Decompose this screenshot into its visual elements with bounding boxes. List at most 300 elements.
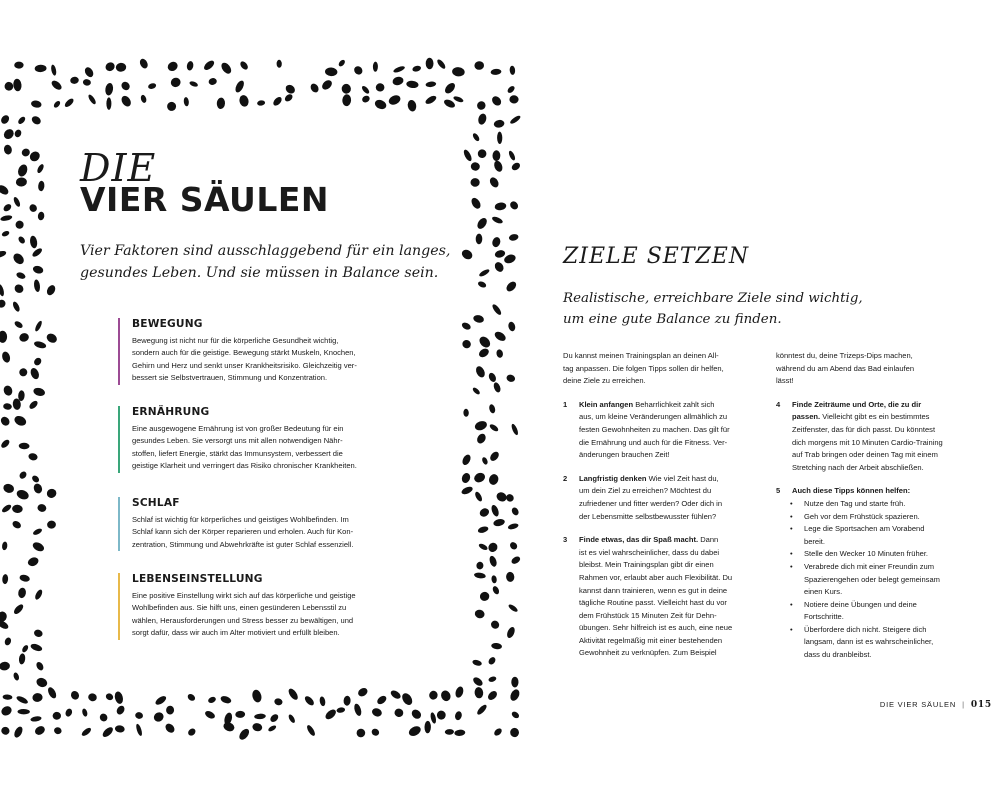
pattern-dot: [138, 57, 149, 69]
pattern-dot: [169, 76, 182, 89]
pattern-dot: [474, 491, 484, 503]
pattern-dot: [478, 507, 490, 519]
pattern-dot: [33, 628, 44, 638]
pattern-dot: [488, 555, 498, 568]
pattern-dot: [21, 644, 29, 653]
pattern-dot: [497, 132, 502, 144]
pattern-dot: [336, 707, 345, 714]
pattern-dot: [274, 698, 284, 706]
pattern-dot: [272, 95, 284, 107]
pattern-dot: [475, 432, 487, 445]
pattern-dot: [476, 100, 487, 111]
pattern-dot: [257, 100, 266, 106]
pattern-dot: [303, 695, 315, 707]
pattern-dot: [82, 79, 91, 86]
pattern-dot: [28, 203, 38, 214]
pattern-dot: [53, 726, 63, 735]
pattern-dot: [476, 561, 485, 570]
tip-5: 5 Auch diese Tipps können helfen: • Nutze den Tag und starte früh. • Geh vor dem Frühstück spazieren. • Lege die Sportsachen am Vorabend bereit. • Stelle den Wecker 10 Minuten früher. • Verabrede dich mit einer Freundin zum Spazierengehen oder belegt gemeinsam einen Kurs. • Notiere deine Übungen und deine Fortschritte. • Überfordere dich nicht. Steigere dich langsam, dann ist es wahrscheinlicher, dass du dranbleibst.: [776, 485, 986, 661]
intro-text: Vier Faktoren sind ausschlaggebend für ein langes, gesundes Leben. Und sie müssen in Balance sein.: [80, 243, 451, 281]
pattern-dot: [508, 233, 519, 242]
pattern-dot: [287, 713, 296, 723]
pillar-schlaf: [118, 497, 414, 551]
pattern-dot: [33, 724, 46, 736]
pillar-title: SCHLAF: [132, 497, 180, 509]
pattern-dot: [474, 609, 486, 620]
pattern-dot: [454, 710, 463, 720]
pattern-dot: [47, 520, 56, 528]
pattern-dot: [487, 656, 497, 666]
pattern-dot: [428, 690, 438, 701]
pattern-dot: [0, 250, 7, 259]
pattern-dot: [479, 591, 490, 602]
bullet-icon: •: [790, 561, 793, 571]
pattern-dot: [461, 321, 472, 331]
pattern-dot: [492, 381, 501, 393]
tip-bullet-item: • Stelle den Wecker 10 Minuten früher.: [776, 548, 986, 561]
pattern-dot: [508, 150, 517, 161]
pattern-dot: [164, 722, 177, 735]
pattern-dot: [493, 119, 505, 128]
pattern-dot: [509, 114, 521, 125]
pattern-dot: [239, 60, 250, 71]
pattern-dot: [443, 81, 457, 95]
pattern-dot: [454, 686, 465, 699]
pattern-dot: [488, 404, 496, 414]
pattern-dot: [64, 708, 73, 718]
pattern-dot: [53, 100, 62, 109]
pattern-dot: [493, 727, 503, 737]
pattern-dot: [436, 58, 447, 70]
pattern-dot: [166, 705, 175, 714]
tip-bullet-item: • Geh vor dem Frühstück spazieren.: [776, 511, 986, 524]
pattern-dot: [284, 83, 297, 95]
pattern-dot: [81, 708, 88, 717]
pattern-dot: [494, 202, 507, 211]
pattern-dot: [320, 78, 333, 91]
pattern-dot: [373, 98, 387, 111]
pattern-dot: [28, 149, 42, 163]
pattern-dot: [472, 314, 484, 324]
pattern-dot: [166, 101, 177, 112]
pattern-dot: [12, 603, 24, 616]
pattern-dot: [251, 722, 263, 732]
pattern-dot: [488, 676, 497, 683]
pattern-dot: [470, 178, 480, 187]
pillar-title: ERNÄHRUNG: [132, 406, 210, 418]
pattern-dot: [37, 211, 44, 220]
pattern-dot: [426, 58, 434, 70]
pattern-dot: [412, 65, 422, 73]
pattern-dot: [287, 687, 300, 701]
pattern-dot: [2, 127, 16, 141]
pattern-dot: [36, 163, 45, 174]
pattern-dot: [33, 340, 47, 349]
pattern-dot: [430, 712, 437, 724]
pattern-dot: [507, 522, 519, 530]
pattern-dot: [18, 653, 25, 665]
pattern-dot: [337, 59, 346, 68]
pattern-dot: [147, 82, 156, 90]
pattern-dot: [472, 132, 481, 142]
pattern-dot: [2, 384, 13, 397]
pattern-dot: [32, 265, 44, 275]
pattern-dot: [463, 409, 469, 417]
pattern-dot: [505, 493, 516, 504]
pattern-dot: [0, 284, 5, 297]
pillar-text: Eine ausgewogene Ernährung ist von großer Bedeutung für ein gesundes Leben. Sie versorgt uns mit allen notwendigen Nähr- stoffen, liefert Energie, stärkt das Immunsystem, verbessert die geistige Klarheit und verringert das Risiko chronischer Krankheiten.: [132, 424, 357, 471]
pattern-dot: [491, 215, 504, 224]
pattern-dot: [361, 94, 371, 103]
pattern-dot: [11, 520, 22, 530]
pattern-dot: [491, 303, 503, 316]
tip-bullet-item: • Notiere deine Übungen und deine Fortschritte.: [790, 599, 917, 622]
running-title: DIE VIER SÄULEN: [879, 700, 957, 709]
pattern-dot: [474, 687, 484, 699]
pattern-dot: [474, 61, 484, 70]
pattern-dot: [238, 94, 250, 107]
pattern-dot: [510, 506, 519, 516]
pattern-dot: [35, 64, 47, 72]
tip-1: 1 Klein anfangen Beharrlichkeit zahlt sich aus, um kleine Veränderungen allmählich zu festen Gewohnheiten zu machen. Das gilt für die Ernährung und auch für die Fitness. Ver- änderungen brauchen Zeit!: [563, 399, 730, 460]
pattern-dot: [30, 643, 43, 653]
pattern-dot: [477, 149, 487, 159]
pattern-dot: [353, 703, 363, 717]
pattern-dot: [27, 556, 40, 568]
pattern-dot: [509, 688, 522, 702]
pattern-dot: [31, 541, 45, 554]
pattern-dot: [357, 686, 370, 698]
pattern-dot: [461, 453, 472, 466]
pattern-dot: [460, 472, 471, 484]
pattern-dot: [410, 708, 423, 721]
pattern-dot: [493, 160, 504, 173]
pattern-dot: [343, 695, 351, 705]
pattern-dot: [453, 95, 465, 103]
pattern-dot: [70, 690, 81, 701]
pattern-dot: [478, 268, 490, 278]
pattern-dot: [166, 60, 179, 73]
pattern-dot: [50, 79, 63, 92]
page-number: 015: [970, 700, 992, 710]
pattern-dot: [222, 721, 236, 733]
pattern-dot: [478, 543, 489, 552]
pattern-dot: [490, 504, 500, 517]
pattern-dot: [16, 177, 28, 187]
pattern-dot: [28, 452, 39, 461]
pattern-dot: [14, 219, 25, 230]
pattern-dot: [424, 721, 431, 734]
pattern-dot: [470, 196, 483, 210]
pattern-dot: [510, 728, 519, 737]
pattern-dot: [13, 78, 22, 91]
pattern-dot: [87, 93, 97, 105]
bullet-icon: •: [790, 624, 793, 634]
pattern-dot: [135, 711, 144, 719]
pattern-dot: [3, 144, 13, 155]
pattern-dot: [3, 403, 12, 410]
pattern-dot: [510, 555, 521, 565]
pattern-dot: [30, 115, 42, 127]
pattern-dot: [189, 80, 199, 87]
pattern-dot: [15, 695, 29, 705]
pattern-dot: [17, 709, 29, 715]
pattern-dot: [488, 450, 500, 462]
pattern-dot: [454, 729, 466, 736]
pillar-ernaehrung: [118, 406, 414, 473]
pattern-dot: [269, 713, 280, 724]
pattern-dot: [487, 473, 499, 486]
pillar-title: BEWEGUNG: [132, 318, 203, 330]
pattern-dot: [31, 474, 41, 484]
pattern-dot: [493, 330, 507, 343]
pattern-dot: [477, 113, 488, 126]
pattern-dot: [13, 129, 22, 139]
pattern-dot: [13, 283, 25, 295]
pattern-dot: [462, 149, 473, 163]
pattern-dot: [2, 574, 8, 584]
column-intro: Du kannst meinen Trainingsplan an deinen All- tag anpassen. Die folgen Tipps sollen dir helfen, deine Ziele zu erreichen.: [563, 351, 724, 386]
pattern-dot: [470, 162, 480, 171]
pattern-dot: [12, 196, 21, 208]
text-column-2: [776, 350, 986, 673]
pattern-dot: [0, 298, 7, 309]
pattern-dot: [38, 181, 45, 192]
pillar-title: LEBENSEINSTELLUNG: [132, 573, 263, 585]
pattern-dot: [34, 320, 43, 332]
pattern-dot: [477, 280, 487, 288]
pattern-dot: [120, 80, 132, 92]
pattern-dot: [472, 659, 483, 667]
title-line-die: DIE: [80, 146, 157, 190]
pattern-dot: [505, 280, 518, 293]
pattern-dot: [361, 85, 371, 95]
pattern-dot: [306, 724, 317, 737]
pattern-dot: [120, 94, 133, 108]
pattern-dot: [481, 456, 489, 465]
pattern-dot: [15, 488, 30, 501]
pattern-dot: [0, 415, 11, 427]
pattern-dot: [510, 161, 521, 172]
pattern-dot: [183, 97, 189, 107]
pattern-dot: [489, 423, 500, 433]
pillar-bewegung: [118, 318, 414, 385]
tips-list: [776, 498, 986, 662]
pattern-dot: [14, 62, 24, 69]
pattern-dot: [152, 710, 165, 723]
pattern-dot: [387, 93, 402, 106]
pattern-dot: [115, 704, 126, 716]
pattern-dot: [45, 284, 57, 297]
pattern-dot: [407, 724, 422, 738]
pattern-dot: [204, 709, 216, 720]
pattern-dot: [319, 696, 326, 707]
pattern-dot: [406, 80, 419, 89]
pattern-dot: [376, 83, 385, 92]
pattern-dot: [1, 503, 13, 513]
pattern-dot: [2, 694, 12, 700]
pattern-dot: [32, 527, 43, 536]
pattern-dot: [486, 689, 498, 701]
pattern-dot: [30, 715, 42, 722]
pattern-dot: [477, 525, 489, 534]
pattern-dot: [207, 696, 217, 704]
pattern-dot: [487, 372, 497, 383]
pattern-dot: [494, 249, 506, 259]
pattern-dot: [83, 66, 95, 79]
pattern-dot: [510, 423, 519, 436]
pattern-dot: [234, 79, 246, 93]
pattern-dot: [373, 62, 378, 72]
pattern-dot: [19, 443, 30, 450]
pattern-dot: [511, 677, 518, 688]
pattern-dot: [506, 374, 516, 384]
pattern-dot: [475, 216, 488, 230]
pattern-dot: [2, 203, 12, 213]
pattern-dot: [29, 235, 38, 249]
pattern-dot: [389, 689, 402, 701]
pattern-dot: [33, 356, 43, 366]
pattern-dot: [13, 414, 28, 427]
bullet-icon: •: [790, 524, 793, 534]
pattern-dot: [18, 470, 28, 480]
pattern-dot: [476, 703, 488, 716]
pattern-dot: [267, 724, 277, 732]
pattern-dot: [135, 723, 143, 736]
pattern-dot: [492, 150, 500, 161]
pattern-dot: [235, 711, 245, 718]
pattern-dot: [254, 713, 266, 719]
pattern-dot: [491, 585, 500, 595]
pattern-dot: [0, 704, 13, 717]
tip-bullet-item: • Überfordere dich nicht. Steigere dich langsam, dann ist es wahrscheinlicher, dass du dranbleibst.: [790, 624, 934, 660]
pattern-dot: [19, 574, 31, 583]
pattern-dot: [491, 236, 501, 248]
pattern-dot: [509, 541, 519, 551]
pattern-dot: [445, 729, 454, 735]
pattern-dot: [506, 626, 517, 639]
pattern-dot: [186, 61, 194, 71]
pattern-dot: [30, 100, 42, 109]
pattern-dot: [0, 438, 11, 449]
pattern-dot: [491, 575, 497, 584]
pattern-dot: [52, 712, 61, 720]
pattern-dot: [33, 279, 40, 292]
pattern-dot: [352, 65, 364, 77]
tip-3: 3 Finde etwas, das dir Spaß macht. Dann ist es viel wahrscheinlicher, dass du dabei bleibst. Mein Trainingsplan gibt dir einen Rahmen vor, erlaubt aber auch Flexibilität. Du kannst dann trainieren, wenn es gut in deine tägliche Routine passt. Vielleicht hast du vor dem Frühstück 15 Minuten Zeit für Dehn- übungen. Sehr hilfreich ist es auch, eine neue Aktivität regelmäßig mit einer bestehenden Gewohnheit zu verknüpfen. Zum Beispiel: [563, 535, 733, 658]
pattern-dot: [0, 214, 13, 221]
pattern-dot: [32, 692, 43, 702]
title-line-vier-saeulen: VIER SÄULEN: [80, 180, 330, 219]
pillar-text: Eine positive Einstellung wirkt sich auf das körperliche und geistige Wohlbefinden aus. Sie hilft uns, einen gesünderen Lebensstil zu wählen, Herausforderungen und Stress besser zu bewältigen, und sorgt dafür, dass wir auch im Alter motiviert und erfüllt bleiben.: [132, 591, 356, 638]
pattern-dot: [0, 726, 11, 736]
pattern-dot: [219, 61, 233, 76]
bullet-icon: •: [790, 498, 793, 508]
tip-bullet-item: • Lege die Sportsachen am Vorabend bereit.: [790, 524, 925, 546]
bullet-icon: •: [790, 549, 793, 559]
pattern-dot: [208, 77, 218, 86]
tip-bullet-item: • Nutze den Tag und starte früh.: [776, 498, 986, 511]
pattern-dot: [509, 65, 515, 75]
pattern-dot: [2, 483, 15, 495]
pattern-dot: [443, 98, 457, 109]
pillar-lebenseinstellung: [118, 573, 414, 640]
pattern-dot: [140, 94, 147, 103]
pattern-dot: [106, 97, 111, 109]
pattern-dot: [400, 691, 414, 706]
pattern-dot: [12, 301, 21, 313]
pattern-dot: [341, 84, 351, 95]
pattern-dot: [452, 67, 465, 77]
section-subtitle: Realistische, erreichbare Ziele sind wichtig, um eine gute Balance zu finden.: [563, 291, 863, 327]
pattern-dot: [477, 347, 490, 359]
pattern-dot: [154, 694, 168, 706]
pattern-dot: [496, 349, 504, 359]
pattern-dot: [474, 572, 486, 579]
footer-separator: |: [962, 700, 965, 709]
pattern-dot: [46, 488, 58, 500]
pattern-dot: [1, 351, 12, 364]
pattern-dot: [472, 676, 485, 688]
pattern-dot: [104, 61, 117, 73]
pattern-dot: [187, 727, 197, 737]
pattern-dot: [509, 95, 518, 104]
pattern-dot: [32, 482, 43, 494]
pattern-dot: [370, 727, 380, 737]
pattern-dot: [17, 235, 26, 244]
pattern-dot: [115, 62, 126, 72]
pattern-dot: [11, 251, 26, 266]
pattern-dot: [393, 65, 406, 74]
pattern-dot: [472, 386, 481, 395]
pattern-dot: [425, 81, 436, 88]
pattern-dot: [220, 695, 233, 705]
tip-bullet-item: • Verabrede dich mit einer Freundin zum Spazierengehen oder belegt gemeinsam einen Kurs.: [790, 561, 940, 597]
pillar-text: Bewegung ist nicht nur für die körperliche Gesundheit wichtig, sondern auch für die geistige. Bewegung stärkt Muskeln, Knochen, Gehirn und Herz und senkt unser Krankheitsrisiko. Gleichzeitig ver- bessert sie Selbstvertrauen, Stimmung und Konzentration.: [132, 336, 357, 383]
pattern-dot: [12, 504, 23, 513]
tip-3-continued: könntest du, deine Trizeps-Dips machen, während du am Abend das Bad einlaufen lässt!: [776, 351, 915, 386]
pattern-dot: [394, 708, 405, 718]
pattern-dot: [477, 335, 492, 350]
pattern-dot: [511, 710, 521, 719]
pattern-dot: [114, 725, 125, 733]
pattern-dot: [460, 248, 474, 261]
pattern-dot: [0, 114, 11, 126]
pattern-dot: [18, 332, 30, 343]
pattern-dot: [16, 163, 29, 178]
pattern-dot: [17, 587, 26, 599]
pattern-dot: [18, 367, 29, 378]
pattern-dot: [376, 694, 388, 706]
pattern-dot: [493, 261, 505, 274]
pattern-dot: [13, 320, 23, 330]
pattern-dot: [509, 200, 520, 211]
pattern-dot: [0, 611, 8, 623]
pattern-dot: [476, 234, 483, 245]
pattern-dot: [46, 686, 57, 700]
pattern-dot: [34, 588, 44, 600]
pattern-dot: [493, 518, 506, 527]
pattern-dot: [371, 707, 383, 718]
pattern-dot: [424, 94, 437, 105]
pattern-dot: [186, 693, 196, 703]
pattern-dot: [80, 726, 92, 737]
pattern-dot: [488, 176, 500, 189]
pattern-dot: [487, 541, 500, 554]
pattern-dot: [0, 183, 10, 196]
pattern-dot: [70, 76, 80, 84]
pattern-dot: [474, 365, 486, 379]
